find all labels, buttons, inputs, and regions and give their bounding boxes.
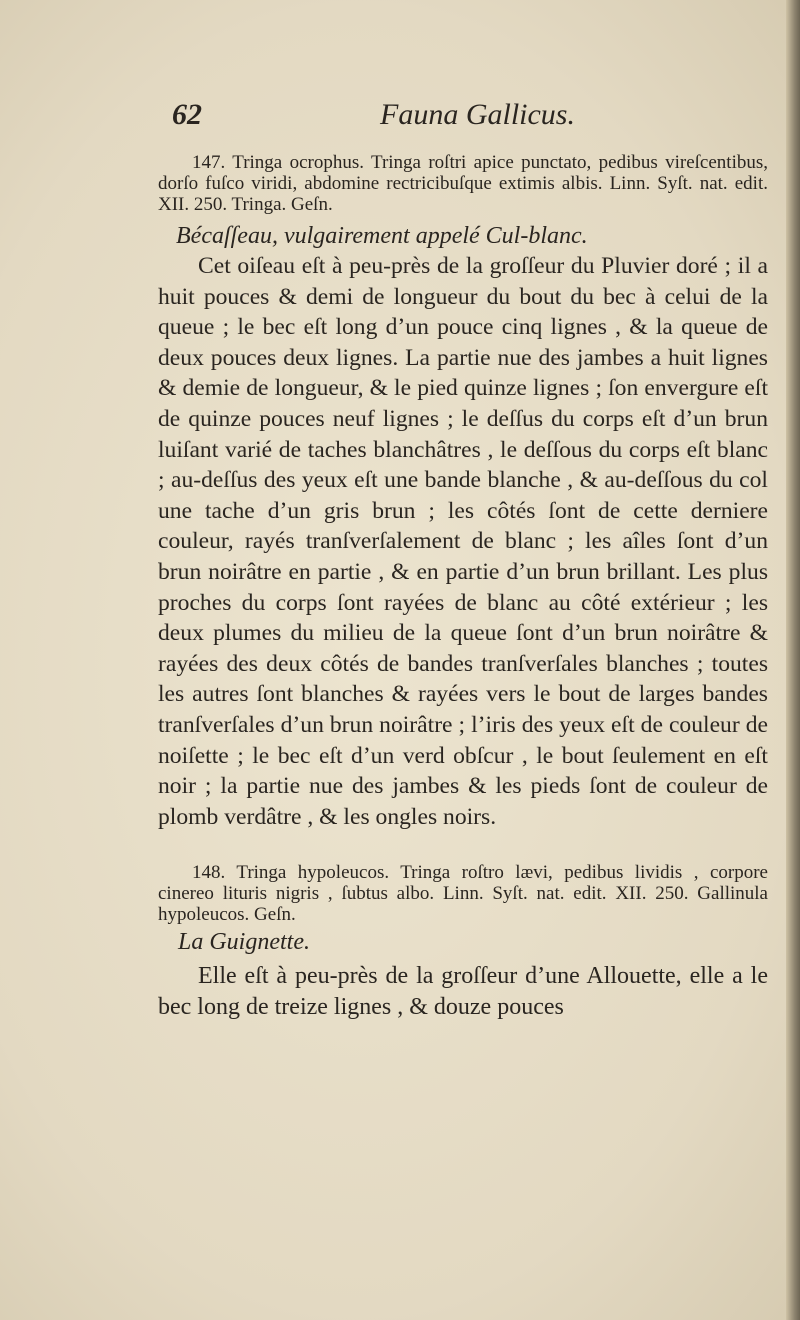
- page-edge-shadow: [786, 0, 800, 1320]
- running-title: Fauna Gallicus.: [380, 98, 575, 131]
- entry-french-name: La Guignette.: [178, 929, 310, 956]
- entry-separator: [158, 832, 768, 862]
- entry-number: 148.: [192, 862, 226, 884]
- page-number: 62: [172, 98, 202, 131]
- entry-latin-text: Tringa ocrophus. Tringa roſtri apice punctato, pedibus vireſcentibus, dorſo fuſco viridi, abdomine rectricibuſque extimis albis. Linn. Syſt. nat. edit. XII. 250. Tringa. Geſn.: [158, 152, 768, 215]
- entry-latin-description: [158, 862, 768, 925]
- page-header: [0, 98, 800, 138]
- entry-description: Cet oiſeau eſt à peu-près de la groſſeur du Pluvier doré ; il a huit pouces & demi de longueur du bout du bec à celui de la queue ; le bec eſt long d’un pouce cinq lignes , & la queue de deux pouces deux lignes. La partie nue des jambes a huit lignes & demie de longueur, & le pied quinze lignes ; ſon envergure eſt de quinze pouces neuf lignes ; le deſſus du corps eſt d’un brun luiſant varié de taches blanchâtres , le deſſous du corps eſt blanc ; au-deſſus des yeux eſt une bande blanche , & au-deſſous du col une tache d’un gris brun ; les côtés ſont de cette derniere couleur, rayés tranſverſalement de blanc ; les aîles ſont d’un brun noirâtre en partie , & en partie d’un brun brillant. Les plus proches du corps ſont rayées de blanc au côté extérieur ; les deux plumes du milieu de la queue ſont d’un brun noirâtre & rayées des deux côtés de bandes tranſverſales blanches ; toutes les autres ſont blanches & rayées vers le bout de larges bandes tranſverſales d’un brun noirâtre ; l’iris des yeux eſt de couleur de noiſette ; le bec eſt d’un verd obſcur , le bout ſeulement en eſt noir ; la partie nue des jambes & les pieds ſont de couleur de plomb verdâtre , & les ongles noirs.: [158, 253, 768, 830]
- entry-number: 147.: [192, 152, 226, 173]
- page-body: [158, 152, 768, 1022]
- entry-description: Elle eſt à peu-près de la groſſeur d’une Allouette, elle a le bec long de treize lignes , & douze pouces: [158, 963, 768, 1020]
- entry-latin-text: Tringa hypoleucos. Tringa roſtro lævi, pedibus lividis , corpore cinereo lituris nigris , ſubtus albo. Linn. Syſt. nat. edit. XII. 250. Gallinula hypoleucos. Geſn.: [158, 862, 768, 926]
- entry-french-name: Bécaſſeau, vulgairement appelé Cul-blanc.: [176, 223, 588, 249]
- entry-latin-description: [158, 152, 768, 215]
